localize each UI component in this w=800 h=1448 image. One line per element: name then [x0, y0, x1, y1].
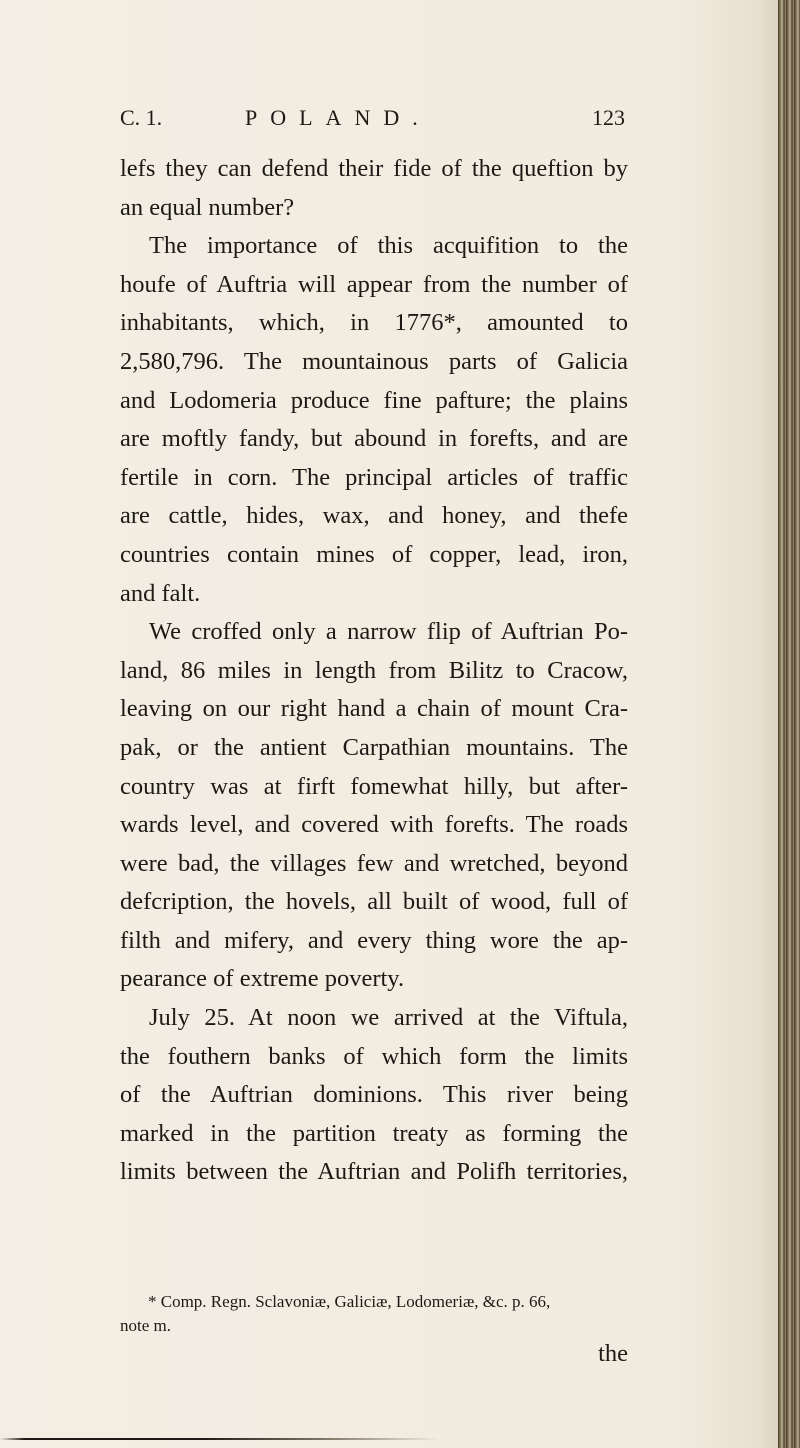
footnote-line: note m. [120, 1316, 171, 1335]
footnote [120, 1290, 628, 1338]
text-line: pearance of extreme poverty. [120, 965, 405, 993]
text-line: fertile in corn. The principal articles of traffic [120, 463, 628, 491]
text-line: inhabitants, which, in 1776*, amounted to [120, 309, 628, 337]
text-line: an equal number? [120, 193, 295, 221]
catchword: the [598, 1340, 628, 1367]
text-line: and Lodomeria produce fine pafture; the plains [120, 386, 628, 414]
running-head [120, 105, 625, 137]
text-line: limits between the Auftrian and Polifh territories, [120, 1158, 628, 1186]
text-line: the fouthern banks of which form the limits [120, 1042, 628, 1070]
text-line: countries contain mines of copper, lead, iron, [120, 540, 628, 568]
text-line: houfe of Auftria will appear from the number of [120, 270, 628, 298]
page-number: 123 [592, 105, 625, 130]
text-line: pak, or the antient Carpathian mountains. The [120, 733, 628, 761]
chapter-marker: C. 1. [120, 105, 163, 130]
text-line: are cattle, hides, wax, and honey, and thefe [120, 502, 628, 530]
text-line: leaving on our right hand a chain of mount Cra- [120, 695, 628, 723]
text-line: The importance of this acquifition to the [149, 232, 628, 260]
footnote-line: * Comp. Regn. Sclavoniæ, Galiciæ, Lodomeriæ, &c. p. 66, [148, 1292, 551, 1311]
text-line: country was at firft fomewhat hilly, but after- [120, 772, 628, 800]
page-edge-shadow [0, 1438, 800, 1440]
text-line: We croffed only a narrow flip of Auftrian Po- [149, 618, 628, 646]
text-line: wards level, and covered with forefts. The roads [120, 811, 628, 839]
text-line: lefs they can defend their fide of the queftion by [120, 155, 628, 182]
text-line: and falt. [120, 579, 201, 607]
body-text [120, 150, 628, 1192]
text-line: filth and mifery, and every thing wore the ap- [120, 926, 628, 954]
text-line: were bad, the villages few and wretched, beyond [120, 849, 628, 877]
text-line: defcription, the hovels, all built of wood, full of [120, 888, 628, 916]
text-line: of the Auftrian dominions. This river being [120, 1081, 628, 1109]
text-line: are moftly fandy, but abound in forefts, and are [120, 425, 628, 453]
page-gutter [778, 0, 800, 1448]
text-line: land, 86 miles in length from Bilitz to Cracow, [120, 656, 628, 684]
text-line: marked in the partition treaty as forming the [120, 1119, 628, 1147]
text-line: 2,580,796. The mountainous parts of Galicia [120, 347, 628, 375]
running-title: POLAND. [245, 105, 431, 130]
text-line: July 25. At noon we arrived at the Viftula, [149, 1004, 628, 1032]
